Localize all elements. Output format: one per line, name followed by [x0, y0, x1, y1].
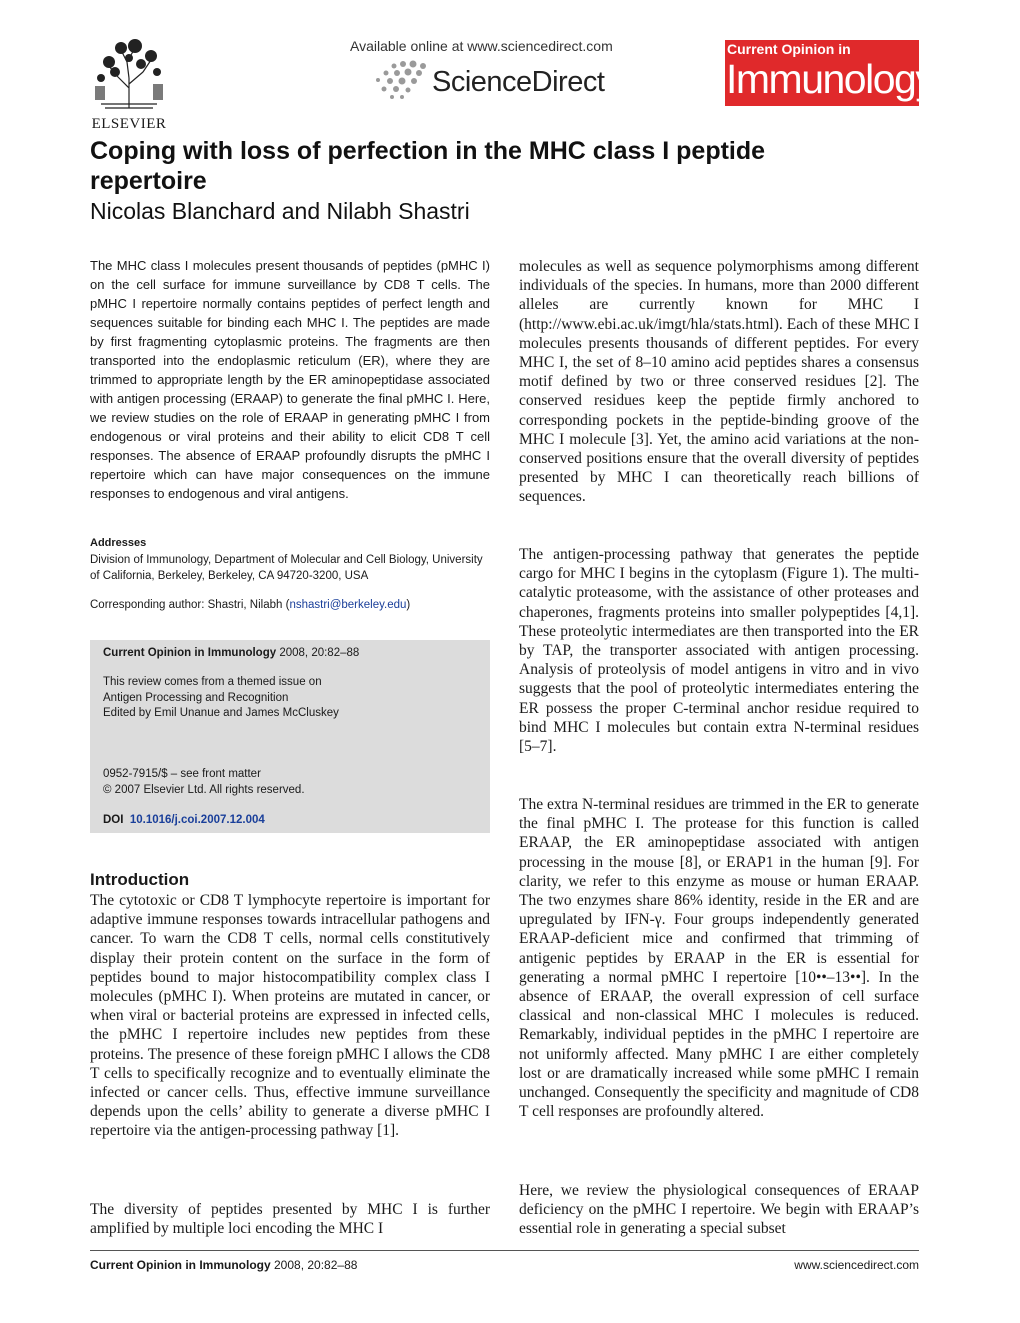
sciencedirect-wordmark: ScienceDirect [432, 66, 605, 98]
footer-url[interactable]: www.sciencedirect.com [794, 1258, 919, 1272]
infobox-theme-line1: This review comes from a themed issue on [103, 676, 322, 688]
infobox-journal: Current Opinion in Immunology [103, 647, 277, 659]
body-paragraph: Here, we review the physiological consequences of ERAAP deficiency on the pMHC I repertoire. We begin with ERAAP’s essential role in generating a special subset [519, 1182, 919, 1238]
journal-brand-name: Immunology [726, 56, 935, 102]
body-paragraph: molecules as well as sequence polymorphisms among different individuals of the species. In humans, more than 2000 different alleles are currently known for MHC I (http://www.ebi.ac.uk/imgt/hla/stats.html). Each of these MHC I molecules presents thousands of different peptides. For every MHC I, the set of 8–10 amino acid peptides shares a consensus motif defined by two or three conserved residues [2]. The conserved residues keep the peptide firmly anchored to corresponding pockets in the peptide-binding groove of the MHC I molecule [3]. Yet, the amino acid variations at the non-conserved positions ensure that the overall diversity of peptides presented by MHC I can theoretically reach billions of sequences. [519, 258, 919, 506]
article-title: Coping with loss of perfection in the MHC class I peptide repertoire [90, 137, 766, 195]
infobox-doi [103, 814, 265, 826]
infobox-issn: 0952-7915/$ – see front matter [103, 768, 261, 780]
elsevier-tree-icon [91, 38, 167, 110]
infobox-copyright: © 2007 Elsevier Ltd. All rights reserved. [103, 784, 305, 796]
footer-divider [90, 1250, 919, 1251]
doi-label: DOI [103, 814, 124, 826]
addresses: Division of Immunology, Department of Molecular and Cell Biology, University of California, Berkeley, Berkeley, CA 94720-3200, USA [90, 554, 483, 582]
infobox-theme-line3: Edited by Emil Unanue and James McCluskey [103, 707, 339, 719]
body-paragraph: The diversity of peptides presented by MHC I is further amplified by multiple loci encoding the MHC I [90, 1201, 490, 1238]
infobox-citation-details: 2008, 20:82–88 [279, 647, 360, 659]
elsevier-logo [88, 38, 170, 130]
article-authors: Nicolas Blanchard and Nilabh Shastri [90, 198, 470, 224]
infobox-citation [103, 647, 359, 659]
sciencedirect-logo[interactable] [372, 60, 622, 104]
doi-link[interactable]: 10.1016/j.coi.2007.12.004 [129, 814, 265, 826]
infobox-theme [103, 675, 339, 722]
introduction-heading: Introduction [90, 870, 190, 889]
available-online-text[interactable]: Available online at www.sciencedirect.com [350, 38, 613, 54]
journal-brand-top: Current Opinion in [727, 41, 851, 57]
footer-citation [90, 1258, 357, 1272]
addresses-heading: Addresses [90, 537, 147, 549]
body-paragraph: The extra N-terminal residues are trimmed in the ER to generate the final pMHC I. The protease for this function is called ERAAP, the ER aminopeptidase associated with antigen processing in the mouse [8], or ERAP1 in the human [9]. For clarity, we refer to this enzyme as mouse or human ERAAP. The two enzymes share 86% identity, reside in the ER and are upregulated by IFN-γ. Four groups independently generated ERAAP-deficient mice and confirmed that trimming of antigenic peptides by ERAAP in the ER is essential for generating a normal pMHC I repertoire [10••–13••]. In the absence of ERAAP, the overall expression of cell surface classical and non-classical MHC I molecules is reduced. Remarkably, individual peptides in the pMHC I repertoire are not uniformly affected. Many pMHC I are either completely lost or are dramatically increased while some pMHC I remain unchanged. Consequently the specificity and magnitude of CD8 T cell responses are profoundly altered. [519, 796, 919, 1121]
infobox-issn-block [103, 766, 305, 798]
elsevier-wordmark: ELSEVIER [91, 116, 167, 132]
corresponding-email-link[interactable]: nshastri@berkeley.edu [289, 599, 407, 611]
article-info-box [90, 640, 490, 833]
footer-citation-details: 2008, 20:82–88 [274, 1258, 358, 1272]
infobox-theme-line2: Antigen Processing and Recognition [103, 691, 289, 704]
sciencedirect-dots-icon [372, 60, 430, 100]
corresponding-close: ) [406, 599, 411, 611]
corresponding-label: Corresponding author: Shastri, Nilabh ( [90, 599, 290, 611]
body-paragraph: The cytotoxic or CD8 T lymphocyte repertoire is important for adaptive immune responses towards intracellular pathogens and cancer. To warn the CD8 T cells, normal cells constitutively display their protein content on the surface in the form of peptides bound to major histocompatibility complex class I molecules (pMHC I). When proteins are mutated in cancer, or when viral or bacterial proteins are expressed in infected cells, the pMHC I repertoire includes new peptides from these proteins. The presence of these foreign pMHC I allows the CD8 T cells to specifically recognize and to eventually eliminate the infected or cancer cells. Thus, effective immune surveillance depends upon the cells’ ability to generate a diverse pMHC I repertoire via the antigen-processing pathway [1]. [90, 892, 490, 1140]
body-paragraph: The antigen-processing pathway that generates the peptide cargo for MHC I begins in the cytoplasm (Figure 1). The multi-catalytic proteasome, with the assistance of other proteases and chaperones, fragments proteins into smaller polypeptides [4,1]. These proteolytic intermediates are then transported into the ER by TAP, the transporter associated with antigen processing. Analysis of proteolysis of model antigens in vitro and in vivo suggests that the pool of proteolytic intermediates entering the ER possess the proper C-terminal anchor residue required to bind MHC I molecules but contain extra N-terminal residues [5–7]. [519, 546, 919, 756]
journal-brand-box [725, 40, 935, 106]
abstract: The MHC class I molecules present thousands of peptides (pMHC I) on the cell surface for immune surveillance by CD8 T cells. The pMHC I repertoire normally contains peptides of perfect length and sequences suitable for binding each MHC I. The peptides are made by first fragmenting cytoplasmic proteins. The fragments are then transported into the endoplasmic reticulum (ER), where they are trimmed to appropriate length by the ER aminopeptidase associated with antigen processing (ERAAP) to generate the final pMHC I. Here, we review studies on the role of ERAAP in generating pMHC I from endogenous or viral proteins and their ability to elicit CD8 T cell responses. The absence of ERAAP profoundly disrupts the pMHC I repertoire which can have major consequences on the immune responses to endogenous and viral antigens. [90, 258, 490, 501]
footer-journal: Current Opinion in Immunology [90, 1258, 271, 1272]
corresponding-author [90, 599, 490, 611]
